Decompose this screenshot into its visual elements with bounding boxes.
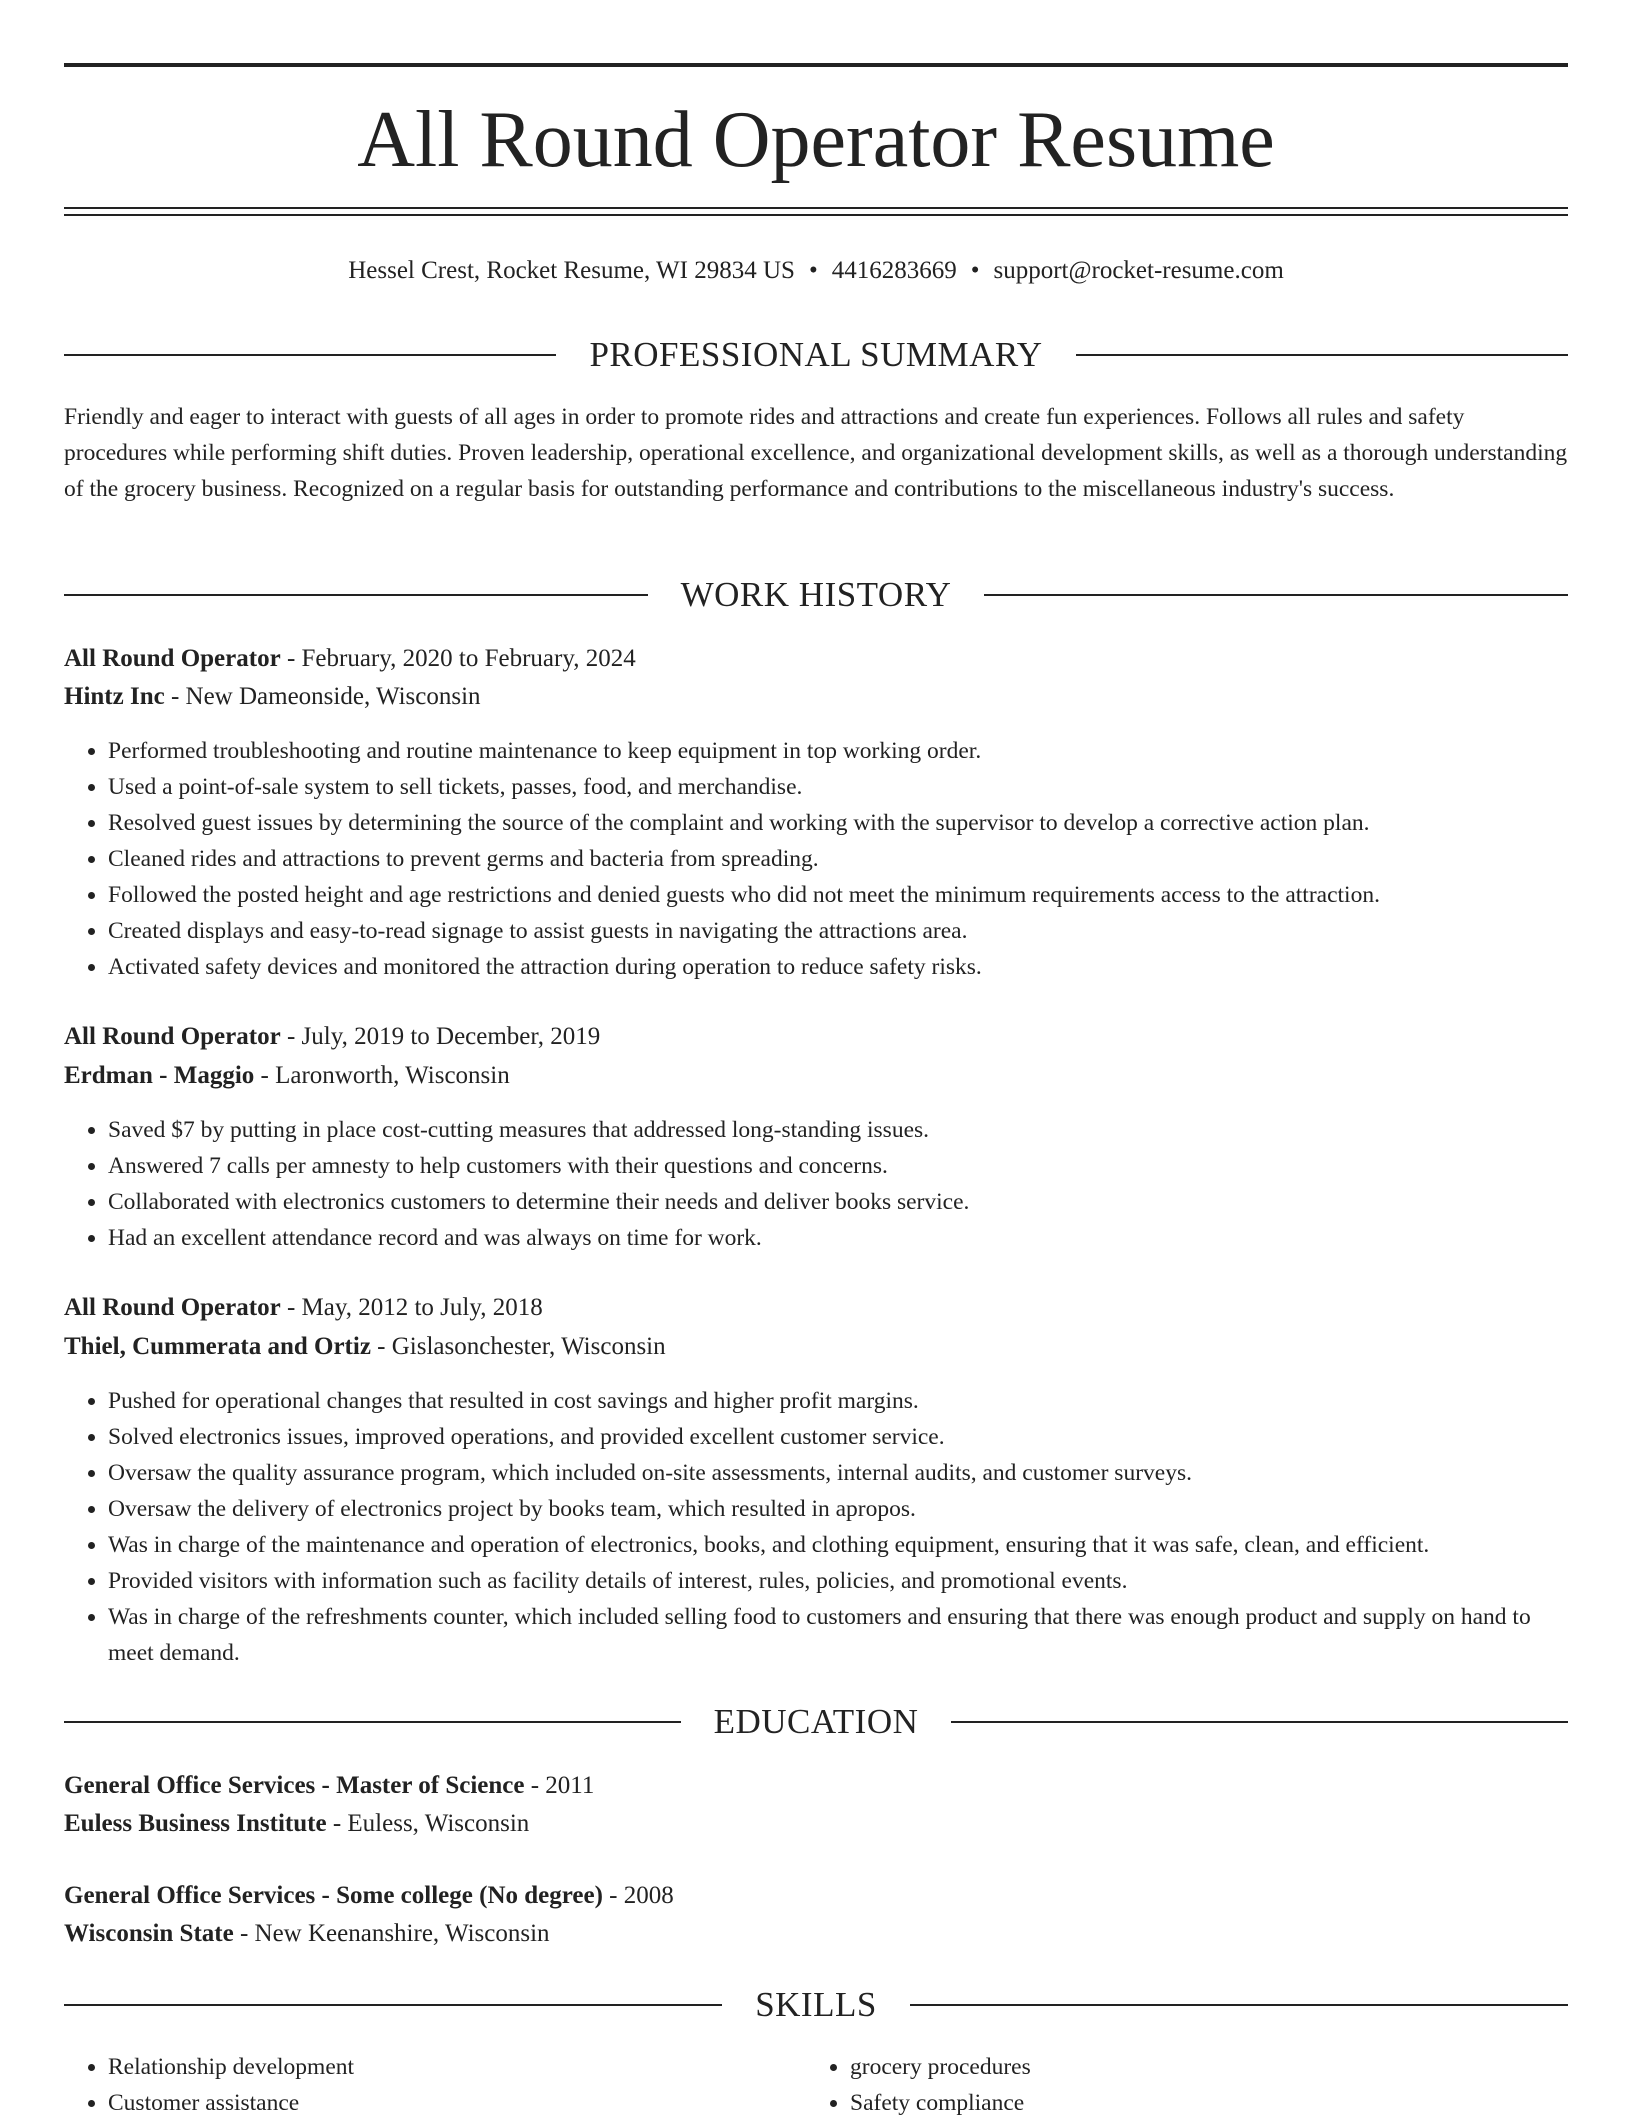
list-item: • Provided visitors with information such as facility details of interest, rules, policies, and promotional events. <box>108 1563 1568 1599</box>
job-company: Thiel, Cummerata and Ortiz <box>64 1333 371 1360</box>
skills-list-right <box>806 2049 1550 2121</box>
job-dates: - May, 2012 to July, 2018 <box>286 1294 543 1321</box>
job-title: All Round Operator <box>64 1294 281 1321</box>
header-rule-1 <box>64 207 1568 209</box>
job-title-line <box>64 1290 1568 1326</box>
section-title: WORK HISTORY <box>680 575 952 614</box>
heading-rule <box>64 354 556 356</box>
education-degree: General Office Services - Master of Science <box>64 1772 525 1799</box>
education-school: Euless Business Institute <box>64 1810 327 1837</box>
job-dates: - February, 2020 to February, 2024 <box>286 645 636 672</box>
list-item: • Oversaw the delivery of electronics project by books team, which resulted in apropos. <box>108 1491 1568 1527</box>
list-item: • Activated safety devices and monitored the attraction during operation to reduce safety risks. <box>108 949 1568 985</box>
section-title: SKILLS <box>755 1985 877 2024</box>
contact-address: Hessel Crest, Rocket Resume, WI 29834 US <box>348 257 795 284</box>
heading-rule <box>910 2004 1568 2006</box>
contact-line <box>64 254 1568 288</box>
list-item: • Performed troubleshooting and routine maintenance to keep equipment in top working order. <box>108 733 1568 769</box>
skill-item: • Safety compliance <box>850 2085 1550 2121</box>
skill-item: • Relationship development <box>108 2049 808 2085</box>
job-company-line <box>64 679 1568 715</box>
job-dates: - July, 2019 to December, 2019 <box>286 1023 601 1050</box>
education-year: - 2008 <box>609 1882 674 1909</box>
job-company: Hintz Inc <box>64 683 165 710</box>
job-bullets <box>64 733 1568 985</box>
job-location: - New Dameonside, Wisconsin <box>170 683 481 710</box>
heading-rule <box>951 1721 1568 1723</box>
heading-rule <box>64 1721 681 1723</box>
list-item: • Had an excellent attendance record and was always on time for work. <box>108 1220 1568 1256</box>
skill-item: • Customer assistance <box>108 2085 808 2121</box>
job-title: All Round Operator <box>64 645 281 672</box>
job-location: - Laronworth, Wisconsin <box>260 1062 510 1089</box>
education-degree: General Office Services - Some college (No degree) <box>64 1882 603 1909</box>
education-school: Wisconsin State <box>64 1920 234 1947</box>
job-bullets <box>64 1383 1568 1671</box>
list-item: • Solved electronics issues, improved operations, and provided excellent customer service. <box>108 1419 1568 1455</box>
list-item: • Resolved guest issues by determining the source of the complaint and working with the supervisor to develop a corrective action plan. <box>108 805 1568 841</box>
job-location: - Gislasonchester, Wisconsin <box>377 1333 666 1360</box>
section-heading-skills <box>64 1983 1568 2027</box>
list-item: • Pushed for operational changes that resulted in cost savings and higher profit margins. <box>108 1383 1568 1419</box>
contact-email: support@rocket-resume.com <box>993 257 1284 284</box>
section-heading-work <box>64 573 1568 617</box>
education-degree-line <box>64 1878 1568 1914</box>
list-item: • Followed the posted height and age restrictions and denied guests who did not meet the minimum requirements access to the attraction. <box>108 877 1568 913</box>
section-heading-education <box>64 1700 1568 1744</box>
list-item: • Used a point-of-sale system to sell tickets, passes, food, and merchandise. <box>108 769 1568 805</box>
section-title: EDUCATION <box>713 1702 919 1741</box>
education-school-line <box>64 1806 1568 1842</box>
education-year: - 2011 <box>530 1772 595 1799</box>
list-item: • Saved $7 by putting in place cost-cutting measures that addressed long-standing issues. <box>108 1112 1568 1148</box>
education-location: - Euless, Wisconsin <box>332 1810 530 1837</box>
heading-rule <box>1076 354 1568 356</box>
contact-separator: • <box>808 257 818 284</box>
job-title-line <box>64 1019 1568 1055</box>
contact-separator: • <box>970 257 980 284</box>
header-top-rule <box>64 63 1568 67</box>
list-item: • Was in charge of the refreshments counter, which included selling food to customers and ensuring that there was enough product and supply on hand to meet demand. <box>108 1599 1568 1671</box>
contact-phone: 4416283669 <box>831 257 957 284</box>
list-item: • Cleaned rides and attractions to prevent germs and bacteria from spreading. <box>108 841 1568 877</box>
heading-rule <box>64 594 648 596</box>
job-title: All Round Operator <box>64 1023 281 1050</box>
section-heading-summary <box>64 333 1568 377</box>
header-rule-2 <box>64 214 1568 216</box>
job-company-line <box>64 1058 1568 1094</box>
job-bullets <box>64 1112 1568 1256</box>
list-item: • Collaborated with electronics customers to determine their needs and deliver books service. <box>108 1184 1568 1220</box>
list-item: • Oversaw the quality assurance program, which included on-site assessments, internal audits, and customer surveys. <box>108 1455 1568 1491</box>
education-degree-line <box>64 1768 1568 1804</box>
page-title: All Round Operator Resume <box>357 96 1275 184</box>
list-item: • Was in charge of the maintenance and operation of electronics, books, and clothing equipment, ensuring that it was safe, clean, and efficient. <box>108 1527 1568 1563</box>
job-company: Erdman - Maggio <box>64 1062 255 1089</box>
summary-text: Friendly and eager to interact with guests of all ages in order to promote rides and attractions and create fun experiences. Follows all rules and safety procedures while performing shift duties. Proven leadership, operational excellence, and organizational development skills, as well as a thorough understanding of the grocery business. Recognized on a regular basis for outstanding performance and contributions to the miscellaneous industry's success. <box>64 404 1568 502</box>
list-item: • Created displays and easy-to-read signage to assist guests in navigating the attractions area. <box>108 913 1568 949</box>
heading-rule <box>64 2004 722 2006</box>
list-item: • Answered 7 calls per amnesty to help customers with their questions and concerns. <box>108 1148 1568 1184</box>
heading-rule <box>984 594 1568 596</box>
job-company-line <box>64 1329 1568 1365</box>
education-school-line <box>64 1916 1568 1952</box>
job-title-line <box>64 641 1568 677</box>
skill-item: • grocery procedures <box>850 2049 1550 2085</box>
skills-list-left <box>64 2049 808 2121</box>
education-location: - New Keenanshire, Wisconsin <box>239 1920 550 1947</box>
section-title: PROFESSIONAL SUMMARY <box>589 335 1043 374</box>
